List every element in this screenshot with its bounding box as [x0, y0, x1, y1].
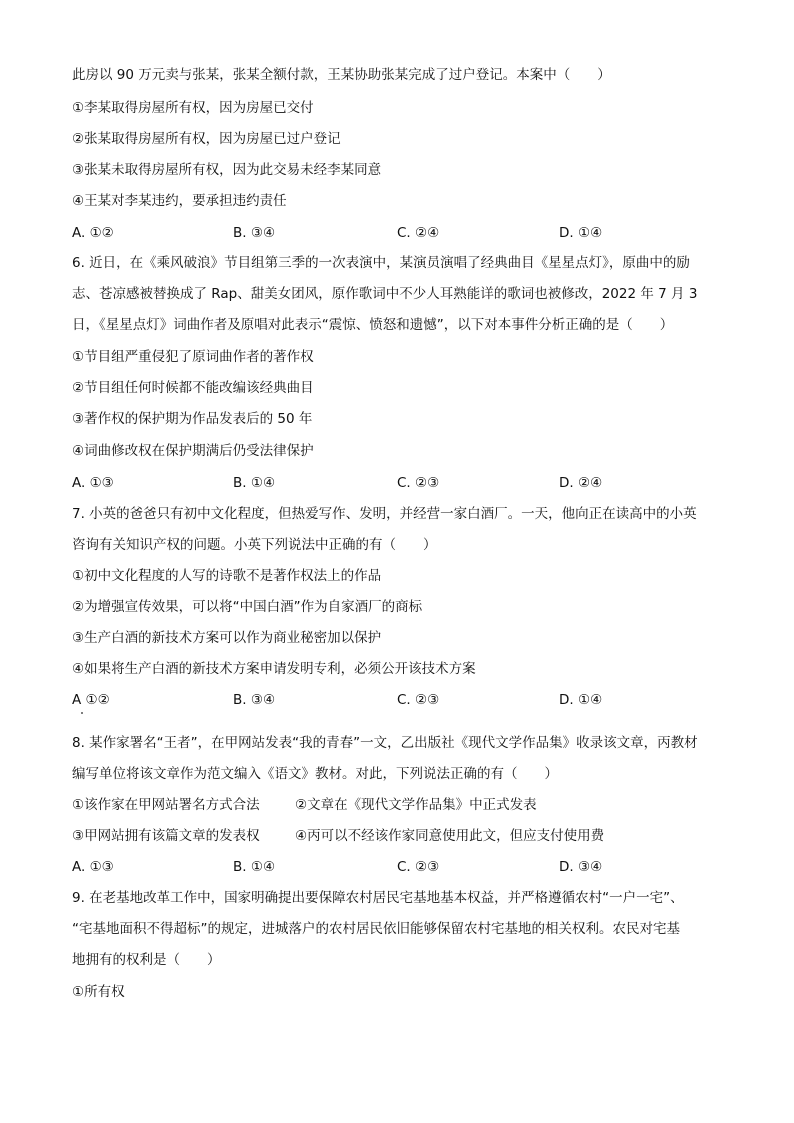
q8-option-d[interactable]: D. ③④ [559, 859, 603, 875]
q6-option-b[interactable]: B. ①④ [233, 475, 276, 491]
q5-option-a[interactable]: A. ①② [72, 225, 114, 241]
q9-stem-line-2: “宅基地面积不得超标”的规定，进城落户的农村居民依旧能够保留农村宅基地的相关权利。农民对宅基 [72, 921, 680, 937]
q5-statement-1: ①李某取得房屋所有权，因为房屋已交付 [72, 100, 314, 116]
q5-option-b[interactable]: B. ③④ [233, 225, 276, 241]
q7-option-d[interactable]: D. ①④ [559, 692, 603, 708]
q6-stem-line-1: 6. 近日，在《乘风破浪》节目组第三季的一次表演中，某演员演唱了经典曲目《星星点灯》，原曲中的励 [72, 255, 690, 271]
q6-options [72, 474, 732, 492]
q6-statement-2: ②节目组任何时候都不能改编该经典曲目 [72, 380, 314, 396]
q7-statement-3: ③生产白酒的新技术方案可以作为商业秘密加以保护 [72, 630, 382, 646]
q7-statement-4: ④如果将生产白酒的新技术方案申请发明专利，必须公开该技术方案 [72, 661, 476, 677]
q7-stem-line-2: 咨询有关知识产权的问题。小英下列说法中正确的有（ ） [72, 537, 437, 553]
q8-option-b[interactable]: B. ①④ [233, 859, 276, 875]
q7-statement-1: ①初中文化程度的人写的诗歌不是著作权法上的作品 [72, 568, 382, 584]
q8-stem-line-1: 8. 某作家署名“王者”，在甲网站发表“我的青春”一文，乙出版社《现代文学作品集》收录该文章，丙教材 [72, 735, 698, 751]
q5-option-c[interactable]: C. ②④ [397, 225, 440, 241]
q5-statement-3: ③张某未取得房屋所有权，因为此交易未经李某同意 [72, 162, 382, 178]
q8-stem-line-2: 编写单位将该文章作为范文编入《语文》教材。对此，下列说法正确的有（ ） [72, 766, 558, 782]
q9-statement-1: ①所有权 [72, 984, 125, 1000]
q7-option-c[interactable]: C. ②③ [397, 692, 440, 708]
q8-statement-4: ④丙可以不经该作家同意使用此文，但应支付使用费 [295, 828, 605, 844]
q7-options [72, 691, 732, 709]
q6-option-c[interactable]: C. ②③ [397, 475, 440, 491]
q6-stem-line-2: 志、苍凉感被替换成了 Rap、甜美女团风，原作歌词中不少人耳熟能详的歌词也被修改，2022 年 7 月 3 [72, 286, 698, 302]
q5-stem-tail: 此房以 90 万元卖与张某，张某全额付款，王某协助张某完成了过户登记。本案中（ ） [72, 67, 611, 83]
q7-stem-line-1: 7. 小英的爸爸只有初中文化程度，但热爱写作、发明，并经营一家白酒厂。一天，他向正在读高中的小英 [72, 506, 697, 522]
q6-option-d[interactable]: D. ②④ [559, 475, 603, 491]
q5-option-d[interactable]: D. ①④ [559, 225, 603, 241]
q8-statements-row-2 [72, 827, 672, 845]
q8-statement-2: ②文章在《现代文学作品集》中正式发表 [295, 797, 537, 813]
q9-stem-line-3: 地拥有的权利是（ ） [72, 952, 221, 968]
q7-option-b[interactable]: B. ③④ [233, 692, 276, 708]
q6-statement-4: ④词曲修改权在保护期满后仍受法律保护 [72, 443, 314, 459]
q5-statement-4: ④王某对李某违约，要承担违约责任 [72, 193, 287, 209]
q8-statement-3: ③甲网站拥有该篇文章的发表权 [72, 828, 260, 844]
q9-stem-line-1: 9. 在老基地改革工作中，国家明确提出要保障农村居民宅基地基本权益，并严格遵循农村“一户一宅”、 [72, 890, 684, 906]
stray-mark [81, 712, 83, 714]
q6-statement-1: ①节目组严重侵犯了原词曲作者的著作权 [72, 349, 314, 365]
q6-option-a[interactable]: A. ①③ [72, 475, 114, 491]
q8-option-a[interactable]: A. ①③ [72, 859, 114, 875]
q8-option-c[interactable]: C. ②③ [397, 859, 440, 875]
q5-statement-2: ②张某取得房屋所有权，因为房屋已过户登记 [72, 131, 341, 147]
q6-stem-line-3: 日，《星星点灯》词曲作者及原唱对此表示“震惊、愤怒和遗憾”，以下对本事件分析正确的是（ ） [72, 317, 674, 333]
q5-options [72, 224, 732, 242]
q7-statement-2: ②为增强宣传效果，可以将“中国白酒”作为自家酒厂的商标 [72, 599, 423, 615]
q6-statement-3: ③著作权的保护期为作品发表后的 50 年 [72, 411, 313, 427]
q7-option-a[interactable]: A ①② [72, 692, 110, 708]
q8-statement-1: ①该作家在甲网站署名方式合法 [72, 797, 260, 813]
q8-statements-row-1 [72, 796, 672, 814]
q8-options [72, 858, 732, 876]
